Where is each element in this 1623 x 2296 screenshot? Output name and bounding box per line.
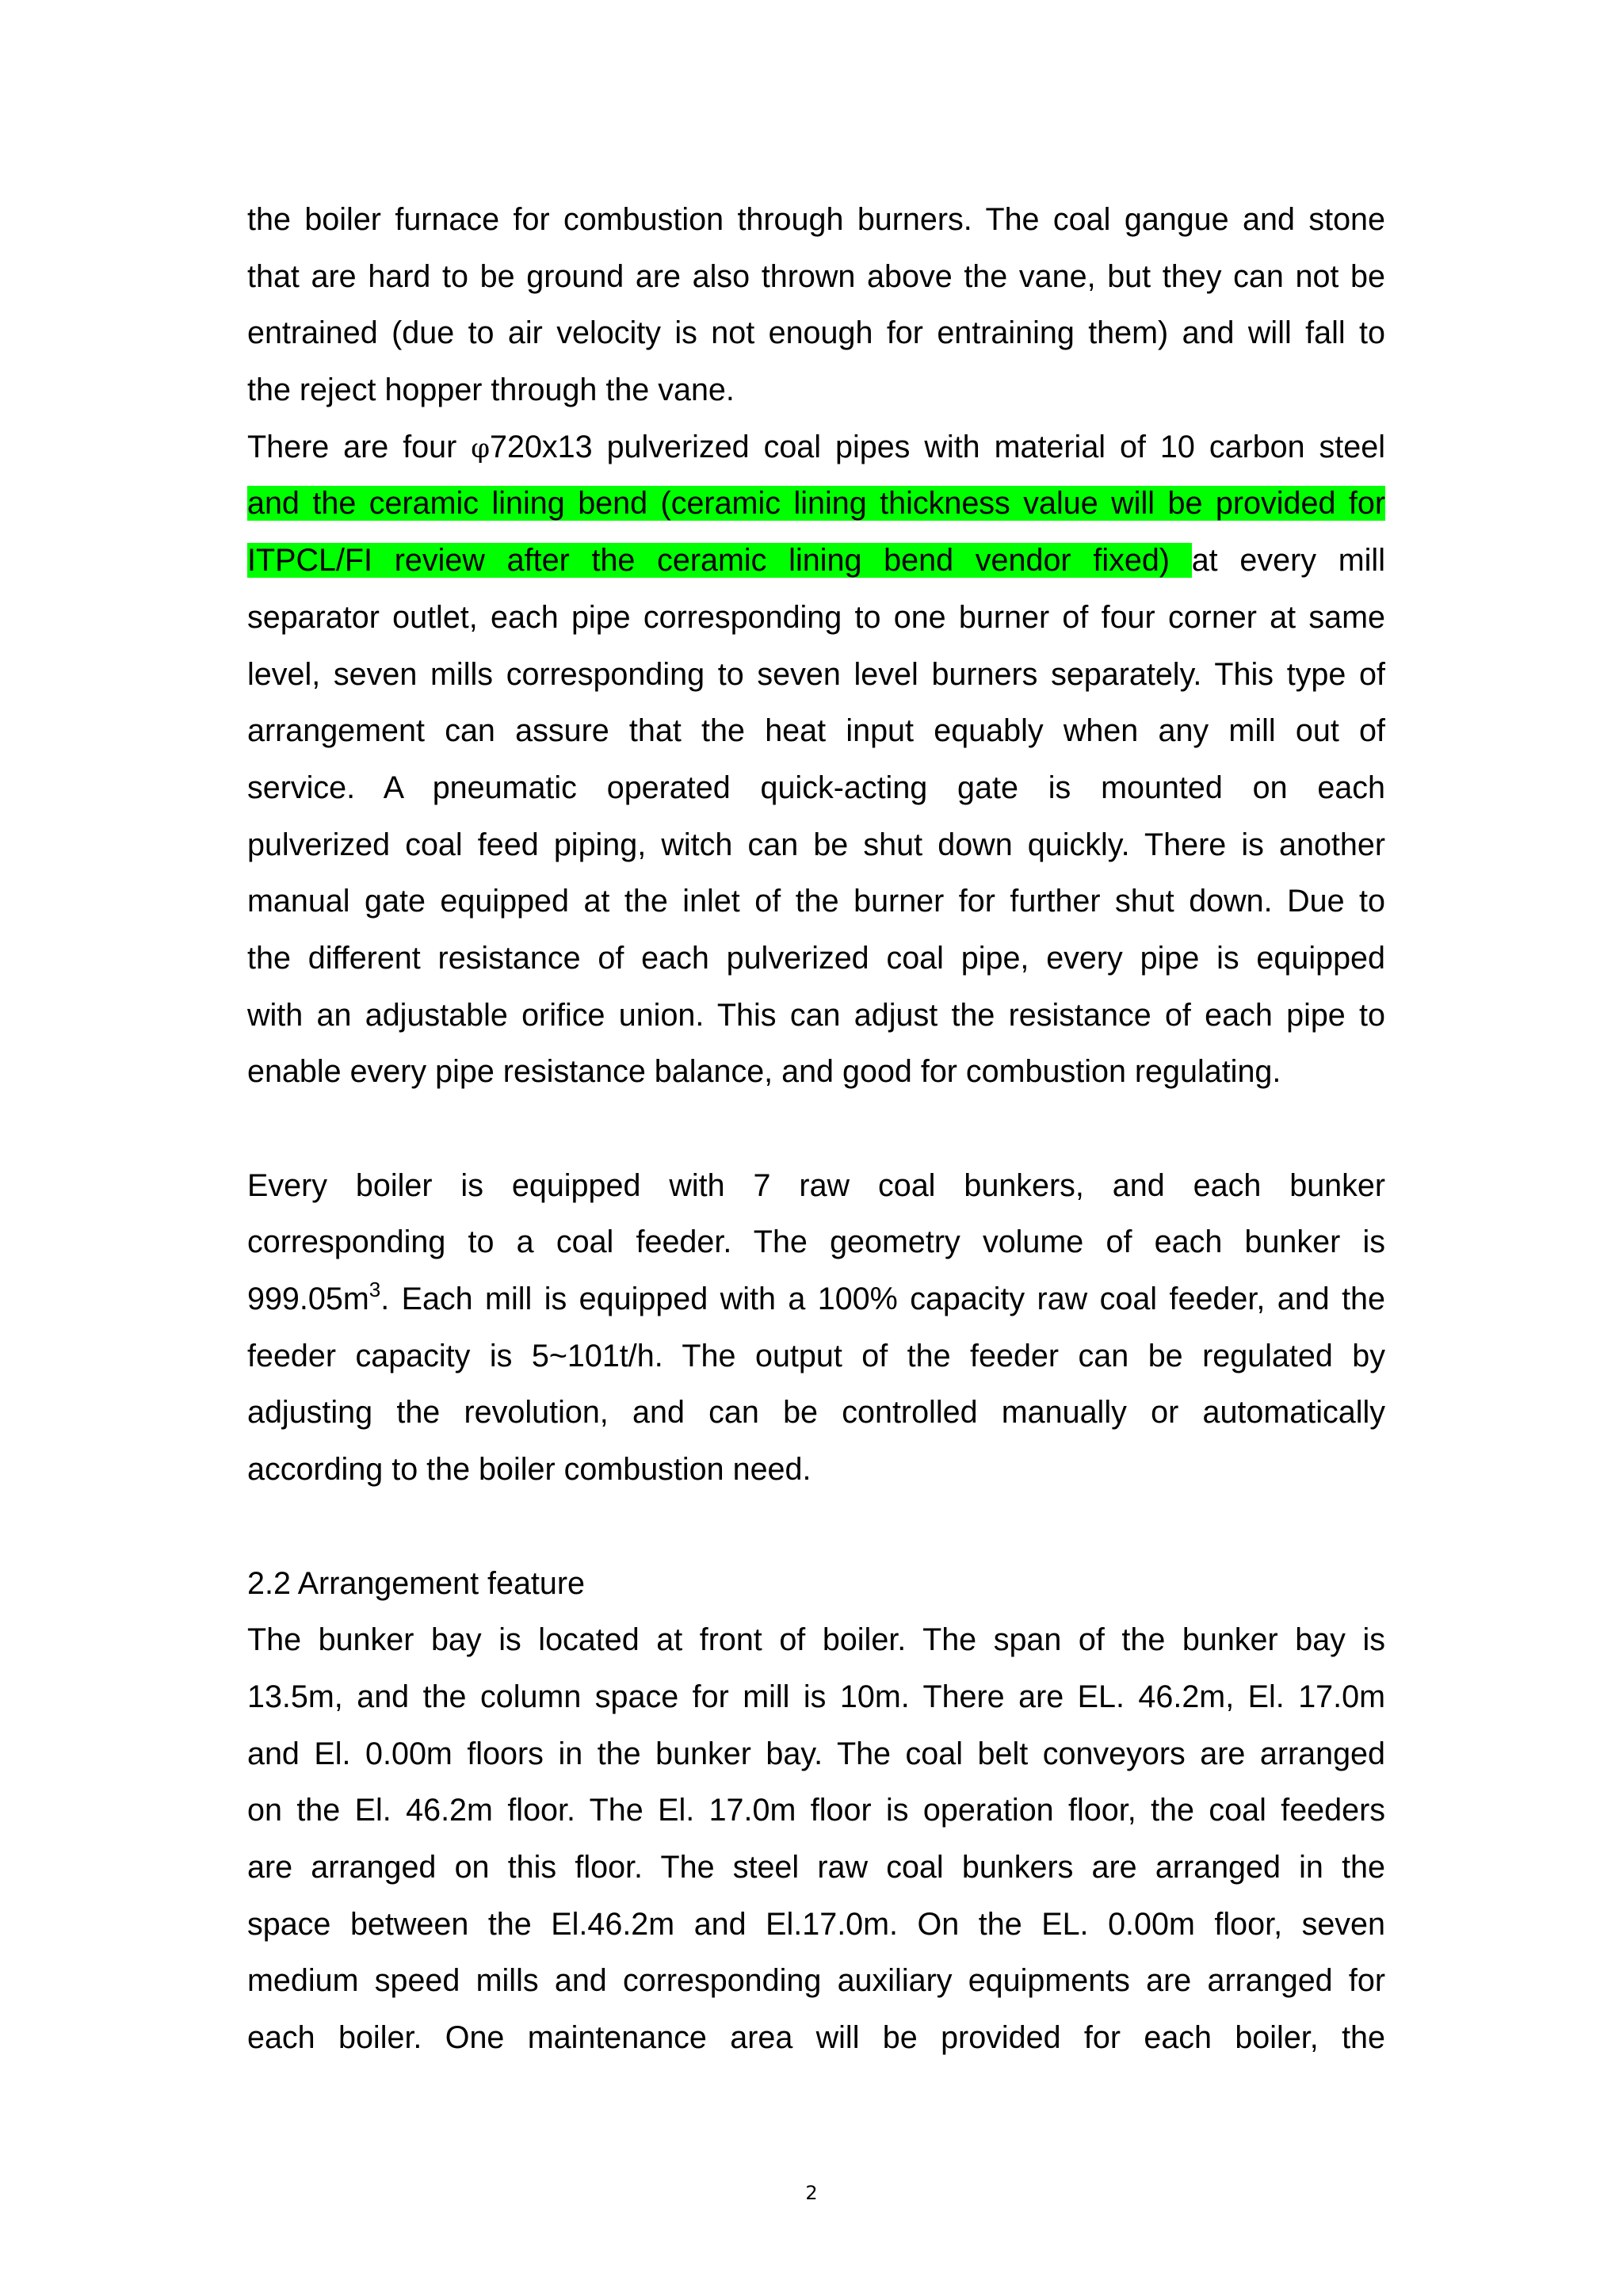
text-fragment: . Each mill is equipped with a 100% capacity raw coal feeder, and the (380, 1282, 1385, 1317)
text-line: level, seven mills corresponding to seven level burners separately. This type of (247, 656, 1385, 692)
paragraph-spacer (247, 1101, 1385, 1158)
text-line (247, 476, 1385, 533)
text-line: arrangement can assure that the heat input equably when any mill out of (247, 713, 1385, 749)
text-line: separator outlet, each pipe corresponding to one burner of four corner at same (247, 599, 1385, 635)
text-line: the reject hopper through the vane. (247, 372, 735, 408)
text-line: Every boiler is equipped with 7 raw coal bunkers, and each bunker (247, 1167, 1385, 1203)
text-line: the boiler furnace for combustion through burners. The coal gangue and stone (247, 202, 1385, 237)
text-line: 13.5m, and the column space for mill is 10m. There are EL. 46.2m, El. 17.0m (247, 1679, 1385, 1714)
highlighted-text: and the ceramic lining bend (ceramic lining thickness value will be provided for (247, 486, 1385, 521)
text-line: pulverized coal feed piping, witch can be shut down quickly. There is another (247, 827, 1385, 862)
paragraph-coal-bunkers (247, 1158, 1385, 1499)
text-line: entrained (due to air velocity is not enough for entraining them) and will fall to (247, 315, 1385, 351)
text-fragment: 999.05m (247, 1282, 369, 1317)
text-line: are arranged on this floor. The steel raw coal bunkers are arranged in the (247, 1849, 1385, 1885)
text-line: with an adjustable orifice union. This can adjust the resistance of each pipe to (247, 997, 1385, 1033)
text-line (247, 533, 1385, 590)
text-line: that are hard to be ground are also thrown above the vane, but they can not be (247, 258, 1385, 294)
paragraph-mill-rejects (247, 192, 1385, 419)
diameter-symbol: φ (471, 432, 491, 464)
text-line: service. A pneumatic operated quick-acting gate is mounted on each (247, 770, 1385, 805)
text-line: adjusting the revolution, and can be controlled manually or automatically (247, 1395, 1385, 1431)
text-fragment: at every mill (1191, 543, 1385, 579)
document-body (247, 192, 1385, 2067)
text-line: on the El. 46.2m floor. The El. 17.0m floor is operation floor, the coal feeders (247, 1793, 1385, 1828)
text-line: manual gate equipped at the inlet of the burner for further shut down. Due to (247, 884, 1385, 919)
text-line: feeder capacity is 5~101t/h. The output of the feeder can be regulated by (247, 1338, 1385, 1373)
text-fragment: There are four (247, 429, 472, 464)
paragraph-spacer (247, 1499, 1385, 1556)
text-line: and El. 0.00m floors in the bunker bay. The coal belt conveyors are arranged (247, 1736, 1385, 1771)
text-line: according to the boiler combustion need. (247, 1452, 812, 1488)
paragraph-arrangement (247, 1612, 1385, 2067)
text-line (247, 1271, 1385, 1328)
text-line: The bunker bay is located at front of boiler. The span of the bunker bay is (247, 1622, 1385, 1658)
text-line: corresponding to a coal feeder. The geometry volume of each bunker is (247, 1224, 1385, 1260)
text-line: the different resistance of each pulverized coal pipe, every pipe is equipped (247, 940, 1385, 976)
text-line (247, 419, 1385, 476)
text-line: enable every pipe resistance balance, and good for combustion regulating. (247, 1054, 1281, 1090)
highlighted-text: ITPCL/FI review after the ceramic lining bend vendor fixed) (247, 543, 1192, 579)
section-heading: 2.2 Arrangement feature (247, 1565, 585, 1601)
superscript: 3 (369, 1278, 381, 1302)
text-fragment: 720x13 pulverized coal pipes with material of 10 carbon steel (490, 429, 1385, 464)
text-line: medium speed mills and corresponding auxiliary equipments are arranged for (247, 1963, 1385, 1999)
page-number: 2 (805, 2182, 818, 2204)
text-line: each boiler. One maintenance area will be provided for each boiler, the (247, 2020, 1385, 2055)
paragraph-coal-pipes (247, 419, 1385, 1101)
text-line: space between the El.46.2m and El.17.0m. On the EL. 0.00m floor, seven (247, 1906, 1385, 1942)
